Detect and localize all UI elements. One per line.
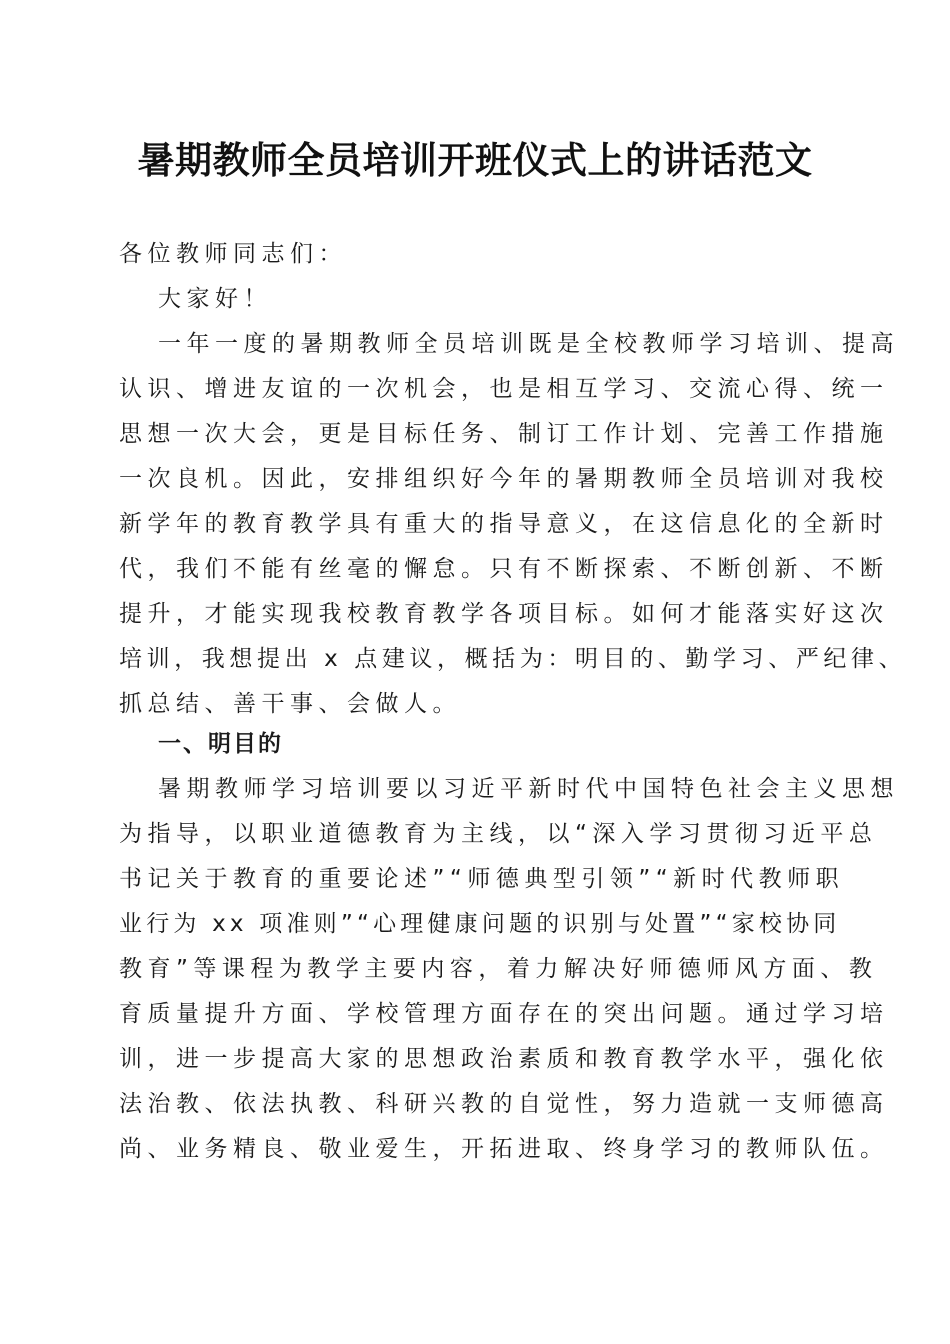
paragraph-2-line: 书记关于教育的重要论述”“师德典型引领”“新时代教师职	[119, 866, 845, 892]
paragraph-1-line: 一年一度的暑期教师全员培训既是全校教师学习培训、提高	[158, 331, 899, 357]
paragraph-1-line: 代，我们不能有丝毫的懈怠。只有不断探索、不断创新、不断	[119, 556, 889, 582]
paragraph-1-line: 培训，我想提出 x 点建议，概括为：明目的、勤学习、严纪律、	[119, 646, 907, 672]
salutation: 各位教师同志们：	[119, 241, 347, 267]
paragraph-2-line: 教育”等课程为教学主要内容，着力解决好师德师风方面、教	[119, 956, 878, 982]
paragraph-2-line: 尚、业务精良、敬业爱生，开拓进取、终身学习的教师队伍。	[119, 1136, 889, 1162]
paragraph-2-line: 业行为 xx 项准则”“心理健康问题的识别与处置”“家校协同	[119, 911, 841, 937]
paragraph-1-line: 一次良机。因此，安排组织好今年的暑期教师全员培训对我校	[119, 466, 889, 492]
document-title: 暑期教师全员培训开班仪式上的讲话范文	[137, 138, 813, 182]
paragraph-2-line: 为指导，以职业道德教育为主线，以“深入学习贯彻习近平总	[119, 821, 878, 847]
paragraph-2-line: 暑期教师学习培训要以习近平新时代中国特色社会主义思想	[158, 776, 899, 802]
paragraph-2-line: 训，进一步提高大家的思想政治素质和教育教学水平，强化依	[119, 1046, 889, 1072]
paragraph-1-line: 新学年的教育教学具有重大的指导意义，在这信息化的全新时	[119, 511, 889, 537]
paragraph-1-line: 认识、增进友谊的一次机会，也是相互学习、交流心得、统一	[119, 376, 889, 402]
greeting: 大家好！	[158, 286, 272, 312]
section-1-heading: 一、明目的	[158, 731, 283, 757]
paragraph-1-line: 抓总结、善干事、会做人。	[119, 691, 461, 717]
paragraph-2-line: 育质量提升方面、学校管理方面存在的突出问题。通过学习培	[119, 1001, 889, 1027]
paragraph-1-line: 思想一次大会，更是目标任务、制订工作计划、完善工作措施	[119, 421, 889, 447]
paragraph-2-line: 法治教、依法执教、科研兴教的自觉性，努力造就一支师德高	[119, 1091, 889, 1117]
paragraph-1-line: 提升，才能实现我校教育教学各项目标。如何才能落实好这次	[119, 601, 889, 627]
